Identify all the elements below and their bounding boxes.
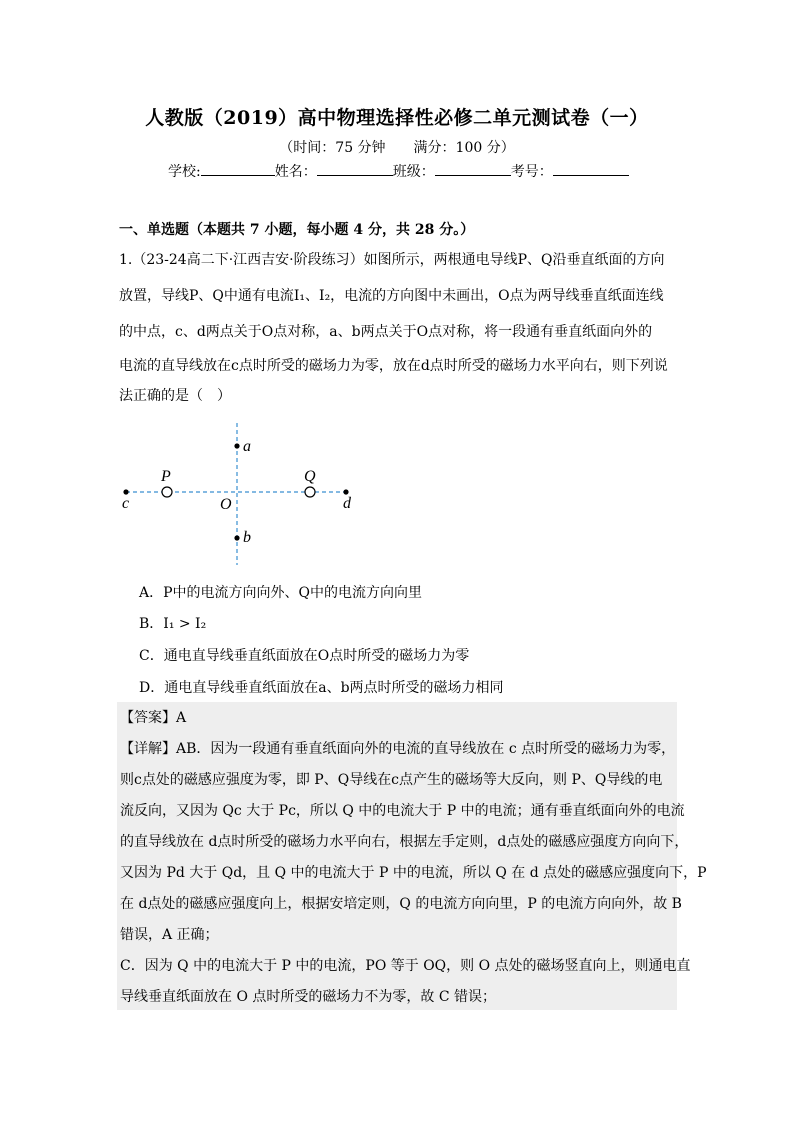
physics-figure <box>110 415 370 570</box>
label-p: P <box>161 468 171 485</box>
label-o: O <box>220 496 232 513</box>
number-label: 考号： <box>510 164 553 180</box>
option-d: D．通电直导线垂直纸面放在a、b两点时所受的磁场力相同 <box>139 680 504 696</box>
section-heading: 一、单选题（本题共 7 小题，每小题 4 分，共 28 分。） <box>119 222 475 238</box>
option-c: C．通电直导线垂直纸面放在O点时所受的磁场力为零 <box>139 648 470 664</box>
question-line: 放置，导线P、Q中通有电流I₁、I₂，电流的方向图中未画出，O点为两导线垂直纸面连线 <box>119 288 664 304</box>
point-b <box>234 535 239 540</box>
school-label: 学校: <box>168 164 201 180</box>
answer-line: 【答案】A <box>120 710 187 726</box>
point-c <box>123 489 128 494</box>
explanation-line: 流反向，又因为 Qc 大于 Pc，所以 Q 中的电流大于 P 中的电流；通有垂直纸面向外的电流 <box>120 803 685 819</box>
label-a: a <box>243 438 251 455</box>
explanation-line: 又因为 Pd 大于 Qd，且 Q 中的电流大于 P 中的电流，所以 Q 在 d 点处的磁感应强度向下，P <box>120 865 707 881</box>
explanation-line: 则c点处的磁感应强度为零，即 P、Q导线在c点产生的磁场等大反向，则 P、Q导线的电 <box>120 772 663 788</box>
class-blank <box>435 161 511 176</box>
wire-q <box>305 487 315 497</box>
question-line: 1.（23-24高二下·江西吉安·阶段练习）如图所示，两根通电导线P、Q沿垂直纸面的方向 <box>119 252 665 268</box>
explanation-line: 的直导线放在 d点时所受的磁场力水平向右，根据左手定则，d点处的磁感应强度方向向下， <box>120 834 689 850</box>
class-label: 班级： <box>392 164 435 180</box>
label-c: c <box>122 495 130 512</box>
label-b: b <box>243 529 251 546</box>
label-d: d <box>343 495 351 512</box>
point-a <box>234 443 239 448</box>
option-b: B．I₁ > I₂ <box>139 616 207 632</box>
name-label: 姓名： <box>274 164 317 180</box>
point-d <box>343 489 348 494</box>
explanation-line: 错误，A 正确； <box>120 927 219 943</box>
number-blank <box>553 161 629 176</box>
page-title: 人教版（2019）高中物理选择性必修二单元测试卷（一） <box>145 107 649 129</box>
question-line: 电流的直导线放在c点时所受的磁场力为零，放在d点时所受的磁场力水平向右，则下列说 <box>119 358 668 374</box>
question-line: 法正确的是（ ） <box>119 388 231 404</box>
explanation-line: 导线垂直纸面放在 O 点时所受的磁场力不为零，故 C 错误； <box>120 989 496 1005</box>
label-q: Q <box>304 468 316 485</box>
school-blank <box>201 161 275 176</box>
student-info-line <box>168 161 629 181</box>
name-blank <box>317 161 393 176</box>
explanation-line: C．因为 Q 中的电流大于 P 中的电流，PO 等于 OQ，则 O 点处的磁场竖直向上，则通电直 <box>120 958 691 974</box>
question-line: 的中点，c、d两点关于O点对称，a、b两点关于O点对称，将一段通有垂直纸面向外的 <box>119 324 653 340</box>
option-a: A．P中的电流方向向外、Q中的电流方向向里 <box>139 585 423 601</box>
explanation-line: 【详解】AB．因为一段通有垂直纸面向外的电流的直导线放在 c 点时所受的磁场力为零， <box>120 741 676 757</box>
exam-time-score: （时间：75 分钟 满分：100 分） <box>279 140 515 156</box>
wire-p <box>162 487 172 497</box>
explanation-line: 在 d点处的磁感应强度向上，根据安培定则，Q 的电流方向向里，P 的电流方向向外，故 B <box>120 896 682 912</box>
